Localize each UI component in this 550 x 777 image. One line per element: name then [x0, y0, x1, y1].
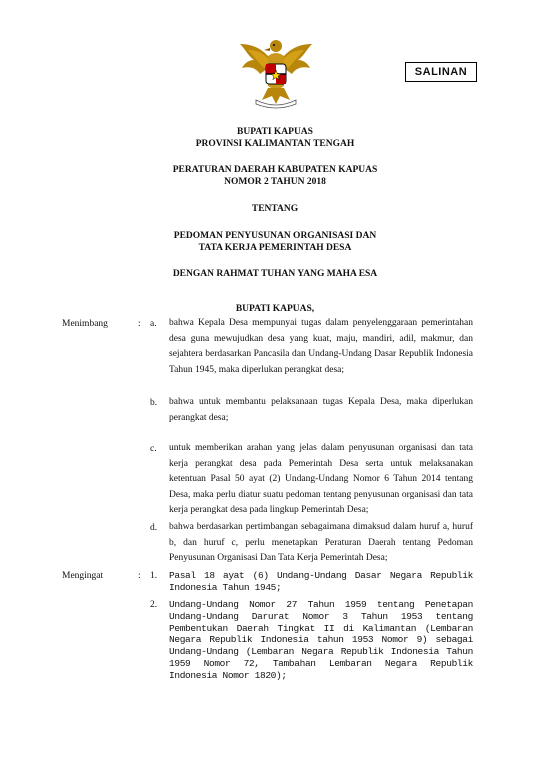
menimbang-marker: a.	[150, 319, 157, 329]
header-line1: BUPATI KAPUAS	[237, 127, 313, 137]
mengingat-item-text: Pasal 18 ayat (6) Undang-Undang Dasar Negara Republik Indonesia Tahun 1945;	[169, 570, 473, 593]
regent-line: BUPATI KAPUAS,	[235, 304, 315, 314]
garuda-emblem-icon	[238, 34, 314, 110]
menimbang-item-text: bahwa untuk membantu pelaksanaan tugas Kepala Desa, maka diperlukan perangkat desa;	[169, 397, 473, 423]
mengingat-colon: :	[138, 571, 141, 581]
header-line2: PROVINSI KALIMANTAN TENGAH	[195, 139, 355, 149]
menimbang-item-text: bahwa Kepala Desa mempunyai tugas dalam penyelenggaraan pemerintahan desa guna mewujudkan desa yang kuat, maju, mandiri, adil, makmur, dan sejahtera berdasarkan Pancasila dan Undang-Undang Dasar Republik Indonesia Tahun 1945, maka diperlukan perangkat desa;	[169, 318, 473, 375]
salinan-badge: SALINAN	[405, 62, 477, 82]
menimbang-marker: c.	[150, 444, 157, 454]
mengingat-marker: 2.	[150, 600, 158, 610]
menimbang-item-text: bahwa berdasarkan pertimbangan sebagaimana dimaksud dalam huruf a, huruf b, dan huruf c, perlu menetapkan Peraturan Daerah tentang Pedoman Penyusunan Organisasi Dan Tata Kerja Pemerintah Desa;	[169, 522, 473, 563]
mengingat-marker: 1.	[150, 571, 158, 581]
mengingat-item-text: Undang-Undang Nomor 27 Tahun 1959 tentang Penetapan Undang-Undang Darurat Nomor 3 Tahun 1953 tentang Pembentukan Daerah Tingkat II di Kalimantan (Lembaran Negara Republik Indonesia tahun 1953 Nomor 9) sebagai Undang-Undang (Lembaran Negara Republik Indonesia Tahun 1959 Nomor 72, Tambahan Lembaran Negara Republik Indonesia Nomor 1820);	[169, 599, 473, 681]
menimbang-label: Menimbang	[62, 319, 108, 329]
subject-line2: TATA KERJA PEMERINTAH DESA	[198, 243, 352, 253]
subject-line1: PEDOMAN PENYUSUNAN ORGANISASI DAN	[173, 231, 377, 241]
grace-line: DENGAN RAHMAT TUHAN YANG MAHA ESA	[172, 269, 378, 279]
menimbang-marker: d.	[150, 523, 158, 533]
regulation-number: NOMOR 2 TAHUN 2018	[224, 177, 326, 187]
mengingat-label: Mengingat	[62, 571, 104, 581]
menimbang-colon: :	[138, 319, 141, 329]
menimbang-item-text: untuk memberikan arahan yang jelas dalam penyusunan organisasi dan tata kerja perangkat desa pada Pemerintah Desa serta untuk melaksanakan ketentuan Pasal 50 ayat (2) Undang-Undang Nomor 6 Tahun 2014 tentang Desa, maka perlu diatur suatu pedoman tentang penyusunan organisasi dan tata kerja perangkat desa pada lingkup Pemerintah Desa;	[169, 443, 473, 515]
about-heading: TENTANG	[251, 204, 299, 214]
menimbang-marker: b.	[150, 398, 158, 408]
regulation-title: PERATURAN DAERAH KABUPATEN KAPUAS	[172, 165, 378, 175]
